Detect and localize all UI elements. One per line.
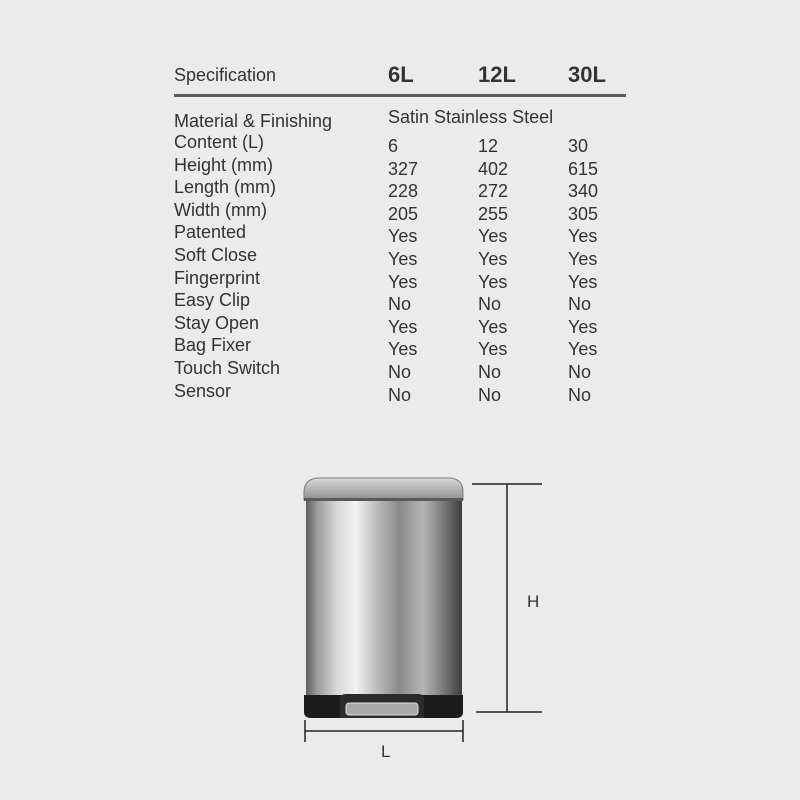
spec-row-label: Sensor	[174, 380, 232, 401]
spec-row-value: No	[388, 384, 412, 405]
spec-row-value: 402	[478, 158, 509, 179]
spec-row-value: 272	[478, 181, 509, 202]
spec-row-value: No	[478, 362, 502, 382]
spec-row-label: Bag Fixer	[174, 335, 252, 356]
length-label: L	[381, 742, 391, 761]
spec-row-value: No	[478, 384, 502, 405]
spec-row-label: Length (mm)	[174, 177, 277, 198]
material-value: Satin Stainless Steel	[388, 107, 554, 127]
length-dimension	[305, 720, 463, 742]
spec-row-value: Yes	[568, 339, 598, 360]
spec-row-label: Stay Open	[174, 312, 260, 333]
spec-row-label: Easy Clip	[174, 290, 251, 311]
column-header-30l: 30L	[568, 62, 606, 87]
spec-row-label: Content (L)	[174, 132, 265, 152]
spec-row-value: 6	[388, 136, 399, 156]
spec-row-value: Yes	[388, 316, 418, 337]
spec-row-value: No	[568, 294, 592, 315]
spec-row-value: 12	[478, 136, 499, 156]
column-header-12l: 12L	[478, 62, 516, 87]
spec-row-value: No	[568, 362, 592, 382]
spec-row-value: No	[388, 362, 412, 382]
spec-row-value: Yes	[568, 249, 598, 269]
spec-row-value: 30	[568, 136, 589, 156]
spec-row-value: 305	[568, 203, 599, 224]
trash-bin-icon	[304, 478, 463, 718]
spec-row-value: 205	[388, 203, 419, 224]
spec-row-value: Yes	[478, 339, 508, 360]
spec-row-value: Yes	[478, 271, 508, 292]
spec-row-value: Yes	[568, 226, 598, 247]
spec-header-label: Specification	[174, 65, 277, 85]
spec-row-value: Yes	[388, 249, 418, 269]
spec-row-value: Yes	[478, 226, 508, 247]
spec-row-value: Yes	[388, 271, 418, 292]
spec-row-value: 255	[478, 203, 509, 224]
spec-row-value: 340	[568, 181, 599, 202]
height-label: H	[527, 592, 540, 611]
spec-row-value: 228	[388, 181, 419, 202]
spec-row-value: No	[568, 384, 592, 405]
spec-row-value: No	[478, 294, 502, 315]
spec-row-value: No	[388, 294, 412, 315]
spec-row-label: Soft Close	[174, 245, 258, 265]
spec-row-value: Yes	[388, 339, 418, 360]
column-header-6l: 6L	[388, 62, 414, 87]
spec-row-value: Yes	[388, 226, 418, 247]
spec-row-value: Yes	[568, 316, 598, 337]
spec-row-value: 327	[388, 158, 419, 179]
spec-row-value: Yes	[478, 316, 508, 337]
spec-row-label: Fingerprint	[174, 267, 261, 288]
spec-row-value: Yes	[568, 271, 598, 292]
spec-row-value: Yes	[478, 249, 508, 269]
spec-row-label: Width (mm)	[174, 199, 267, 220]
spec-row-value: 615	[568, 158, 599, 179]
spec-row-label: Touch Switch	[174, 358, 281, 378]
material-label: Material & Finishing	[174, 111, 333, 131]
spec-row-label: Patented	[174, 222, 247, 243]
spec-row-label: Height (mm)	[174, 154, 274, 175]
